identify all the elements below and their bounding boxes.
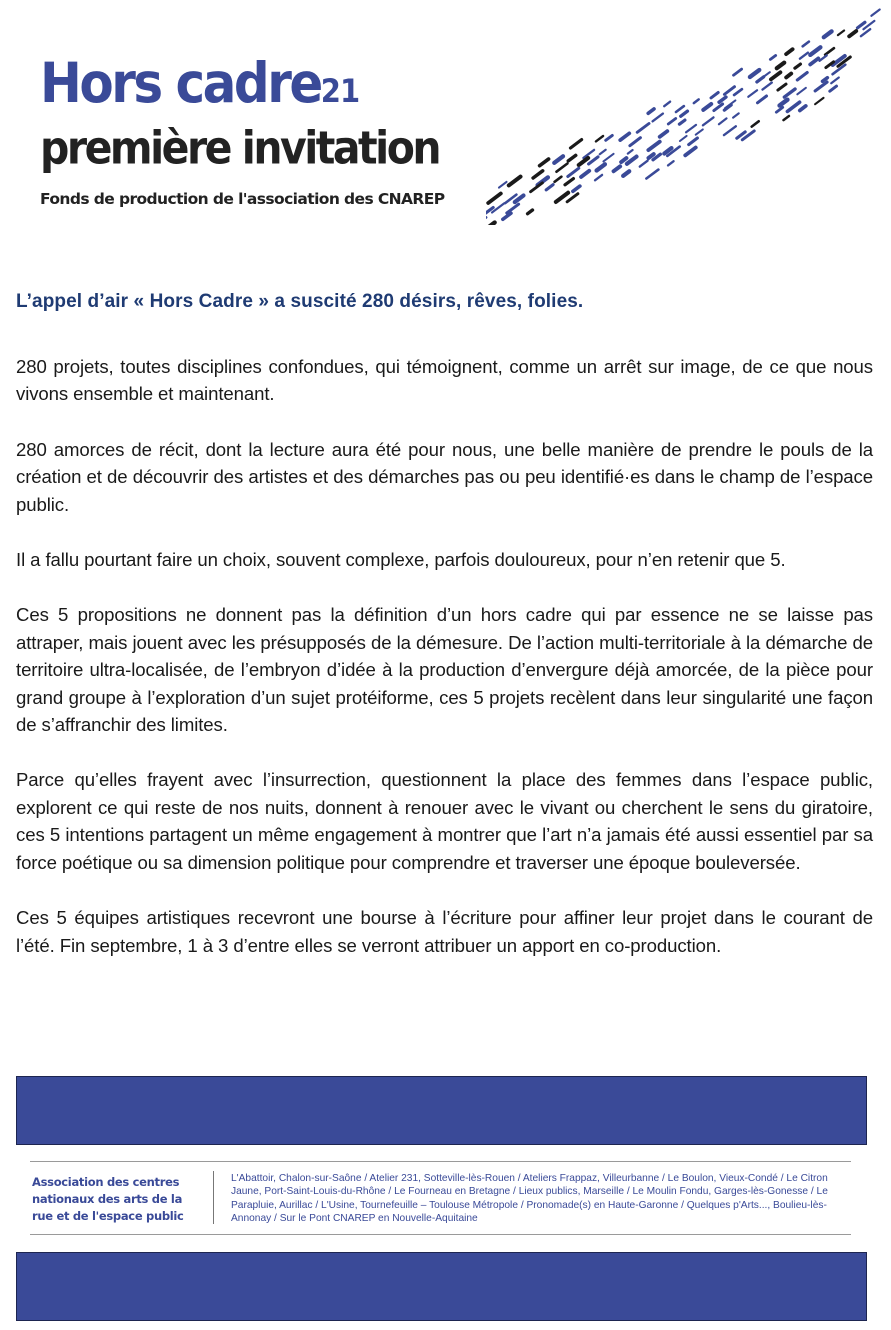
brush-dash [573,186,580,191]
article-body [16,290,873,987]
brush-dash [830,86,837,91]
brush-dash [776,107,782,112]
brush-dash [849,31,856,36]
title-tagline: Fonds de production de l'association des CNAREP [40,190,445,208]
brush-dash [861,29,870,36]
brush-dash [757,77,764,82]
brush-dash [763,83,772,90]
brush-dash [784,89,795,97]
brush-dash [554,156,563,163]
paragraph-1: 280 projets, toutes disciplines confondues, qui témoignent, comme un arrêt sur image, de ce que nous vivons ensemble et maintenant. [16,356,873,405]
paragraph-4: Ces 5 propositions ne donnent pas la définition d’un hors cadre qui par essence ne se laisse pas attraper, mais jouent avec les présupposés de la démesure. De l’action multi-territoriale à la démarche de territoire ultra-localisée, de l’embryon d’idée à la production d’envergure déjà amorcée, de la pièce pour grand groupe à l’exploration d’un sujet protéiforme, ces 5 projets recèlent dans leur singularité une façon de s’affranchir des limites. [16,604,873,736]
title-main [40,51,360,116]
brush-dash [680,136,687,141]
brush-dash [724,87,734,95]
brush-dash [600,150,606,154]
association-name: Association des centres nationaux des arts de la rue et de l'espace public [32,1175,184,1223]
brush-dash [533,171,543,178]
brush-dash [810,47,820,55]
brush-dash [499,182,507,188]
brush-dash [595,175,602,180]
brush-dash [509,177,521,186]
brush-dash [628,150,633,154]
brush-dash [858,22,865,28]
brush-dash [640,161,648,167]
brush-dash [787,102,799,111]
brush-dash [733,113,739,117]
brush-dash [734,89,742,95]
brush-dash [679,120,685,124]
brush-dash [637,124,649,133]
brush-dash [660,131,668,137]
brush-dash [646,170,658,179]
paragraph-5: Parce qu’elles frayent avec l’insurrection, questionnent la place des femmes dans l’espace public, explorent ce qui reste de nos nuits, donnent à renouer avec le vivant ou cherchent le sens du giratoire, ces 5 intentions partagent un même engagement à montrer que l’art n’a jamais été aussi essentiel par sa force poétique ou sa dimension politique pour comprendre et traverser une époque bouleversée. [16,769,873,873]
member-venues-list: L'Abattoir, Chalon-sur-Saône / Atelier 231, Sotteville-lès-Rouen / Ateliers Frappaz, Villeurbanne / Le Boulon, Vieux-Condé / Le Citron Jaune, Port-Saint-Louis-du-Rhône / Le Fourneau en Bretagne / Lieux publics, Marseille / Le Moulin Fondu, Garges-lès-Gonesse / Le Parapluie, Aurillac / L'Usine, Tournefeuille – Toulouse Métropole / Pronomade(s) en Haute-Garonne / Quelques p'Arts..., Boulieu-lès-Annonay / Sur le Pont CNAREP en Nouvelle-Aquitaine [231,1173,828,1225]
brush-dash [748,90,757,97]
brush-dash [711,93,718,98]
brush-dash [488,194,501,204]
brush-dash [820,55,827,60]
brush-dash [786,49,793,54]
brush-dash [540,159,549,166]
brush-dash [507,204,519,213]
brush-dash [568,155,575,161]
brush-dash [486,223,495,226]
brush-dash [664,102,670,107]
brush-dash [719,118,727,124]
brush-dash [703,117,714,125]
brush-dash [557,164,568,172]
brush-dash [786,74,791,78]
brush-dash [797,88,806,95]
lead-sentence: L’appel d’air « Hors Cadre » a suscité 280 désirs, rêves, folies. [16,291,584,312]
brush-dash [606,135,613,140]
brush-dash [565,179,573,185]
brush-dash [703,104,711,110]
title-subtitle: première invitation [40,121,440,175]
title-edition-number: 21 [320,72,360,110]
brush-dash [780,100,788,106]
paragraph-2: 280 amorces de récit, dont la lecture aura été pour nous, une belle manière de prendre le pouls de la création et de découvrir des artistes et des démarches pas ou peu identifié·es dans le champ de l’espace public. [16,438,873,515]
brush-dash [750,70,759,77]
brush-dash [648,109,654,113]
brush-dash [556,193,568,202]
brush-dash [567,194,578,202]
brush-dash [686,125,696,132]
brush-dash [800,53,808,59]
page-header [0,0,891,230]
brush-dash [696,129,703,134]
brush-dash [771,72,781,79]
brush-dash [528,210,533,214]
brush-dash [515,196,524,203]
brush-dash [810,58,818,64]
brush-dash [815,98,823,104]
paragraph-6: Ces 5 équipes artistiques recevront une bourse à l’écriture pour affiner leur projet dans le courant de l’été. Fin septembre, 1 à 3 d’entre elles se verront attribuer un apport en co-production. [16,907,873,956]
brush-dash [719,97,726,102]
brush-dash [621,158,626,162]
brush-dash [871,10,879,16]
footer-divider-bottom [30,1234,851,1235]
brush-dash [630,138,641,146]
brush-dash [623,171,629,176]
brush-dash [676,106,684,112]
brush-stroke-artwork [486,0,891,225]
brush-dash [803,42,809,47]
brush-dash [689,138,698,145]
brush-dash [603,154,613,162]
brush-dash [795,64,801,68]
brush-dash [597,164,605,170]
brush-dash [758,96,767,103]
brush-dash [571,140,582,148]
brush-dash [503,213,511,219]
brush-dash [734,69,742,75]
brush-dash [777,63,784,68]
blue-banner-bottom [16,1252,867,1321]
brush-dash [815,82,827,91]
brush-dash [694,99,699,103]
brush-dash [614,166,621,171]
footer-divider-top [30,1161,851,1162]
blue-banner-top [16,1076,867,1145]
title-main-text: Hors cadre [40,51,321,116]
brush-dash [668,161,674,165]
brush-dash [724,105,731,110]
brush-dash [546,185,553,190]
brush-dash [800,106,806,111]
brush-dash [825,48,834,55]
brush-dash [681,111,688,116]
brush-dash [596,136,603,141]
brush-dash [620,133,629,140]
paragraph-3: Il a fallu pourtant faire un choix, souvent complexe, parfois douloureux, pour n’en retenir que 5. [16,549,786,571]
brush-dash [797,73,807,81]
brush-dash [568,168,579,176]
footer-vertical-divider [213,1171,214,1224]
brush-dash [778,84,786,90]
brush-dash [581,171,589,177]
brush-dash [649,154,654,158]
brush-dash [579,158,588,165]
brush-dash [770,56,775,60]
brush-dash [555,177,562,182]
brush-dash [831,78,839,84]
brush-dash [784,116,790,120]
brush-dash [685,148,695,156]
brush-dash [714,104,723,111]
brush-dash [752,121,759,126]
brush-dash [668,119,675,125]
brush-dash [838,31,844,36]
brush-dash [648,142,659,150]
brush-dash [653,114,663,122]
brush-dash [724,126,736,135]
brush-dash [824,31,832,37]
